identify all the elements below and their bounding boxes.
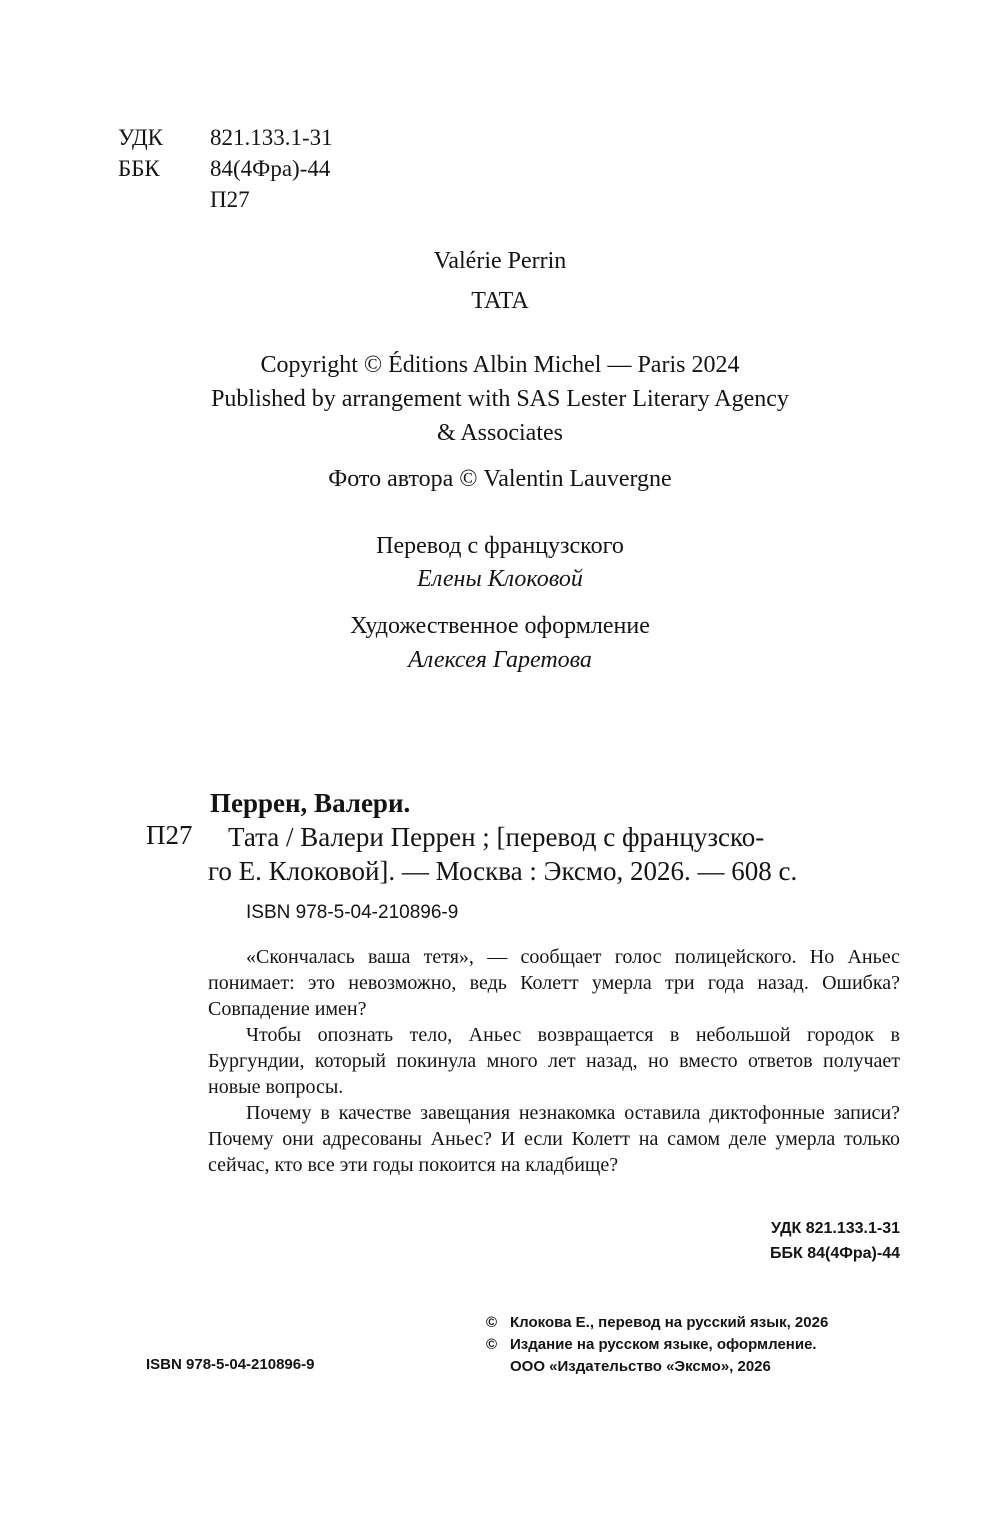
copyright-line-1: Copyright © Éditions Albin Michel — Paris 2024 bbox=[260, 352, 740, 378]
author-mark: П27 bbox=[210, 187, 250, 212]
copyright-symbol: © bbox=[486, 1314, 498, 1331]
annotation-paragraph-3: Почему в качестве завещания незнакомка оставила диктофонные записи? Почему они адресованы Аньес? И если Колетт на самом деле умерла только сейчас, кто все эти годы покоится на кладбище? bbox=[208, 1102, 900, 1176]
copyright-line-3: & Associates bbox=[437, 420, 563, 446]
isbn-bottom: ISBN 978-5-04-210896-9 bbox=[146, 1356, 315, 1373]
copyright-note-3: ООО «Издательство «Эксмо», 2026 bbox=[510, 1358, 771, 1375]
design-label: Художественное оформление bbox=[350, 613, 650, 639]
translator-name: Елены Клоковой bbox=[417, 566, 583, 592]
translation-label: Перевод с французского bbox=[376, 533, 624, 559]
bibliography-index-mark: П27 bbox=[146, 820, 193, 850]
classification-footer bbox=[770, 1216, 900, 1266]
bbk-value: 84(4Фра)-44 bbox=[210, 156, 331, 181]
bibliography-author: Перрен, Валери. bbox=[210, 788, 411, 818]
copyright-line-2: Published by arrangement with SAS Lester Literary Agency bbox=[211, 386, 789, 412]
bibliography-line-2: го Е. Клоковой]. — Москва : Эксмо, 2026. — 608 с. bbox=[208, 856, 798, 886]
copyright-symbol: © bbox=[486, 1336, 498, 1353]
designer-name: Алексея Гаретова bbox=[408, 647, 592, 673]
bibliography-record bbox=[208, 820, 878, 888]
bbk-footer: ББК 84(4Фра)-44 bbox=[769, 1245, 900, 1262]
annotation-paragraph-2: Чтобы опознать тело, Аньес возвращается в небольшой городок в Бургундии, который покинула много лет назад, но вместо ответов получает новые вопросы. bbox=[208, 1024, 900, 1098]
bbk-label: ББК bbox=[118, 156, 160, 181]
photo-credit: Фото автора © Valentin Lauvergne bbox=[328, 466, 672, 492]
bibliography-line-1: Тата / Валери Перрен ; [перевод с французско- bbox=[228, 822, 765, 852]
copyright-notes bbox=[486, 1312, 828, 1378]
classification-codes bbox=[118, 122, 333, 215]
copyright-note-2: Издание на русском языке, оформление. bbox=[510, 1336, 817, 1353]
original-author: Valérie Perrin bbox=[433, 248, 567, 274]
annotation bbox=[208, 944, 900, 1178]
original-title: TATA bbox=[471, 288, 529, 314]
copyright-note-1: Клокова Е., перевод на русский язык, 2026 bbox=[510, 1314, 829, 1331]
udk-label: УДК bbox=[118, 125, 163, 150]
bibliography-isbn: ISBN 978-5-04-210896-9 bbox=[246, 902, 459, 923]
udk-value: 821.133.1-31 bbox=[210, 125, 333, 150]
udk-footer: УДК 821.133.1-31 bbox=[770, 1220, 900, 1237]
annotation-paragraph-1: «Скончалась ваша тетя», — сообщает голос полицейского. Но Аньес понимает: это невозможно, ведь Колетт умерла три года назад. Ошибка? Совпадение имен? bbox=[208, 946, 900, 1020]
